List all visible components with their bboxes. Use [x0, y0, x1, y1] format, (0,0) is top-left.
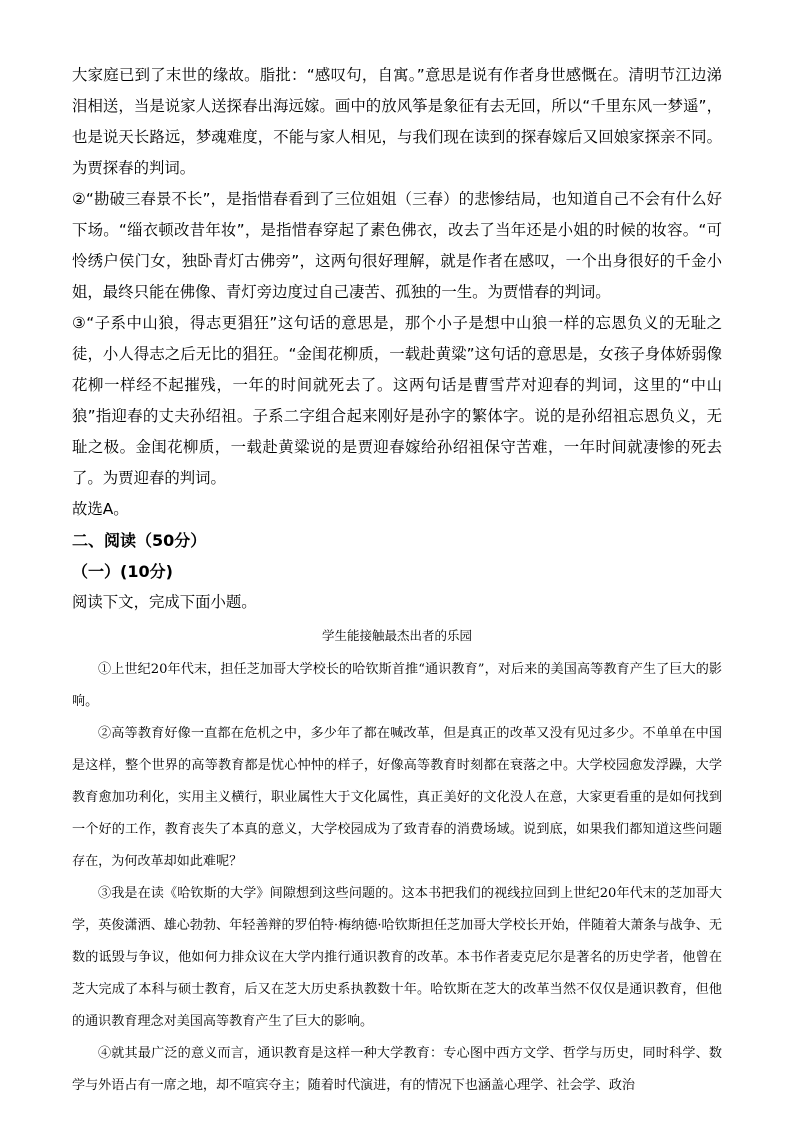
article-paragraph-3: ③我是在读《哈钦斯的大学》间隙想到这些问题的。这本书把我们的视线拉回到上世纪20年代末的芝加哥大学，英俊潇洒、雄心勃勃、年轻善辩的罗伯特·梅纳德·哈钦斯担任芝加哥大学校长开始，伴随着大萧条与战争、无数的诋毁与争议，他如何力排众议在大学内推行通识教育的改革。本书作者麦克尼尔是著名的历史学者，他曾在芝大完成了本科与硕士教育，后又在芝大历史系执教数十年。哈钦斯在芝大的改革当然不仅仅是通识教育，但他的通识教育理念对美国高等教育产生了巨大的影响。	[72, 886, 722, 1029]
explanation-paragraph-2: ②“勘破三春景不长”，是指惜春看到了三位姐姐（三春）的悲惨结局，也知道自己不会有什么好下场。“缁衣顿改昔年妆”，是指惜春穿起了素色佛衣，改去了当年还是小姐的时候的妆容。“可怜绣户侯门女，独卧青灯古佛旁”，这两句很好理解，就是作者在感叹，一个出身很好的千金小姐，最终只能在佛像、青灯旁边度过自己凄苦、孤独的一生。为贾惜春的判词。	[72, 190, 722, 301]
article-title: 学生能接触最杰出者的乐园	[321, 628, 472, 643]
section-heading: 二、阅读（50分）	[72, 531, 207, 550]
explanation-paragraph-3: ③“子系中山狼，得志更猖狂”这句话的意思是，那个小子是想中山狼一样的忘恩负义的无耻之徒，小人得志之后无比的猖狂。“金闺花柳质，一载赴黄粱”这句话的意思是，女孩子身体娇弱像花柳一样经不起摧残，一年的时间就死去了。这两句话是曹雪芹对迎春的判词，这里的“中山狼”指迎春的丈夫孙绍祖。子系二字组合起来刚好是孙字的繁体字。说的是孙绍祖忘恩负义，无耻之极。金闺花柳质，一载赴黄粱说的是贾迎春嫁给孙绍祖保守苦难，一年时间就凄惨的死去了。为贾迎春的判词。	[72, 314, 722, 487]
document-page	[72, 60, 722, 1102]
answer-line: 故选A。	[72, 500, 129, 518]
section-subheading: （一）(10分)	[72, 562, 173, 581]
explanation-paragraph-1: 大家庭已到了末世的缘故。脂批：“感叹句，自寓。”意思是说有作者身世感慨在。清明节江边涕泪相送，当是说家人送探春出海远嫁。画中的放风筝是象征有去无回，所以“千里东风一梦遥”，也是说天长路远，梦魂难度，不能与家人相见，与我们现在读到的探春嫁后又回娘家探亲不同。为贾探春的判词。	[72, 66, 722, 177]
article-paragraph-1: ①上世纪20年代末，担任芝加哥大学校长的哈钦斯首推“通识教育”，对后来的美国高等教育产生了巨大的影响。	[72, 662, 722, 709]
article-paragraph-2: ②高等教育好像一直都在危机之中，多少年了都在喊改革，但是真正的改革又没有见过多少。不单单在中国是这样，整个世界的高等教育都是忧心忡忡的样子，好像高等教育时刻都在衰落之中。大学校园愈发浮躁，大学教育愈加功利化，实用主义横行，职业属性大于文化属性，真正美好的文化没人在意，大家更看重的是如何找到一个好的工作，教育丧失了本真的意义，大学校园成为了致青春的消费场域。说到底，如果我们都知道这些问题存在，为何改革却如此难呢？	[72, 726, 722, 869]
article-paragraph-4: ④就其最广泛的意义而言，通识教育是这样一种大学教育：专心图中西方文学、哲学与历史，同时科学、数学与外语占有一席之地，却不喧宾夺主；随着时代演进，有的情况下也涵盖心理学、社会学、政治	[72, 1046, 722, 1093]
section-instruction: 阅读下文，完成下面小题。	[72, 593, 257, 611]
